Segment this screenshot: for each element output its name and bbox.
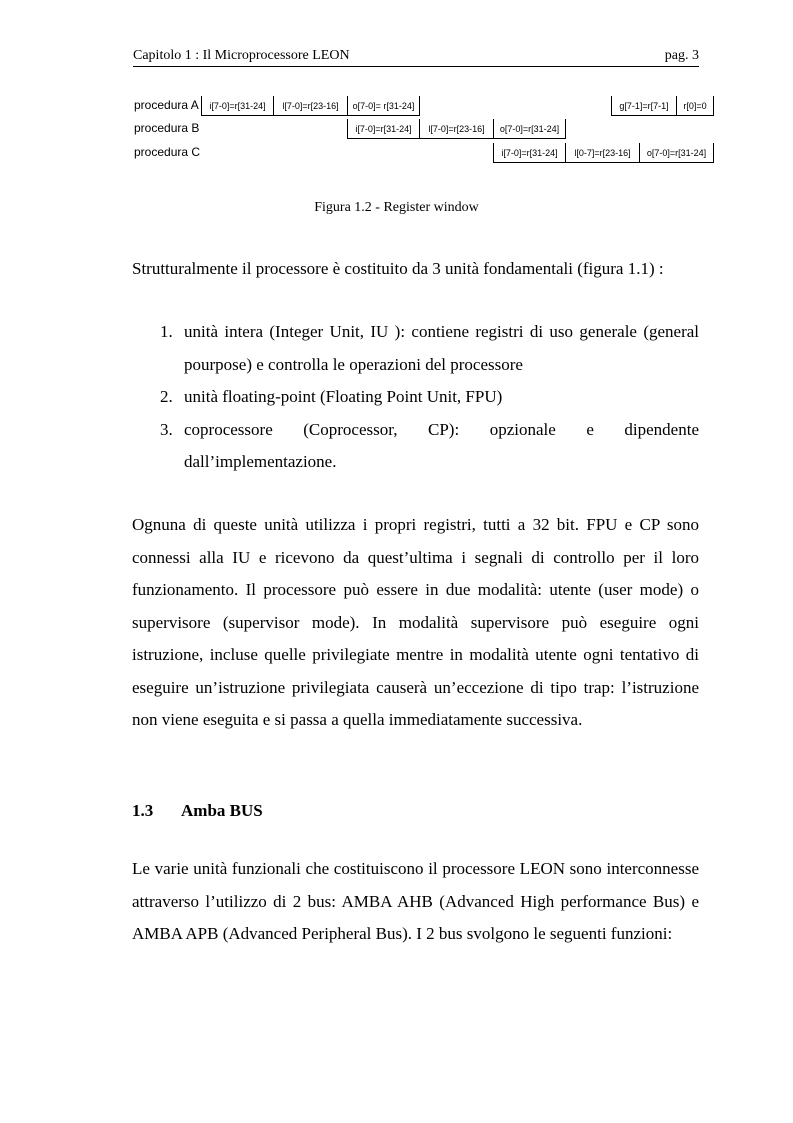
register-window-diagram — [0, 0, 793, 180]
procedure-a-label: procedura A — [134, 98, 199, 112]
page-number: pag. 3 — [664, 48, 699, 63]
list-item-text: coprocessore (Coprocessor, CP): opzionale e dipendente dall’implementazione. — [184, 419, 699, 471]
procedure-c-in-registers: i[7-0]=r[31-24] — [493, 143, 566, 163]
procedure-a-zero-register: r[0]=0 — [676, 96, 714, 116]
procedure-a-in-registers: i[7-0]=r[31-24] — [201, 96, 274, 116]
list-item-text: unità floating-point (Floating Point Unit, FPU) — [184, 387, 503, 406]
paragraph-amba-bus: Le varie unità funzionali che costituiscono il processore LEON sono interconnesse attraverso l’utilizzo di 2 bus: AMBA AHB (Advanced High performance Bus) e AMBA APB (Advanced Peripheral Bus). I 2 bus svolgono le seguenti funzioni: — [132, 859, 699, 943]
units-list — [132, 316, 699, 479]
section-heading — [132, 801, 263, 821]
paragraph-units-intro: Strutturalmente il processore è costituito da 3 unità fondamentali (figura 1.1) : — [132, 259, 664, 278]
procedure-c-out-registers: o[7-0]=r[31-24] — [639, 143, 714, 163]
list-item-number: 2. — [160, 387, 173, 406]
list-item — [132, 414, 699, 479]
procedure-a-global-registers: g[7-1]=r[7-1] — [611, 96, 677, 116]
list-item — [132, 381, 699, 414]
list-item-text: unità intera (Integer Unit, IU ): contiene registri di uso generale (general pourpose) e controlla le operazioni del processore — [184, 322, 699, 374]
list-item — [132, 316, 699, 381]
section-number: 1.3 — [132, 801, 154, 820]
procedure-c-local-registers: l[0-7]=r[23-16] — [565, 143, 640, 163]
procedure-b-label: procedura B — [134, 121, 200, 135]
procedure-b-local-registers: l[7-0]=r[23-16] — [419, 119, 494, 139]
list-item-number: 1. — [160, 322, 173, 341]
procedure-a-out-registers: o[7-0]= r[31-24] — [347, 96, 420, 116]
chapter-title: Capitolo 1 : Il Microprocessore LEON — [133, 48, 350, 63]
procedure-a-local-registers: l[7-0]=r[23-16] — [273, 96, 348, 116]
procedure-b-in-registers: i[7-0]=r[31-24] — [347, 119, 420, 139]
paragraph-registers-modes: Ognuna di queste unità utilizza i propri registri, tutti a 32 bit. FPU e CP sono connessi alla IU e ricevono da quest’ultima i segnali di controllo per il loro funzionamento. Il processore può essere in due modalità: utente (user mode) o supervisore (supervisor mode). In modalità supervisore può eseguire ogni istruzione, incluse quelle privilegiate mentre in modalità utente ogni tentativo di eseguire un’istruzione privilegiata causerà un’eccezione di tipo trap: l’istruzione non viene eseguita e si passa a quella immediatamente successiva. — [132, 515, 699, 729]
procedure-b-out-registers: o[7-0]=r[31-24] — [493, 119, 566, 139]
list-item-number: 3. — [160, 419, 173, 439]
section-title: Amba BUS — [181, 801, 263, 820]
procedure-c-label: procedura C — [134, 145, 201, 159]
figure-caption: Figura 1.2 - Register window — [314, 200, 479, 215]
